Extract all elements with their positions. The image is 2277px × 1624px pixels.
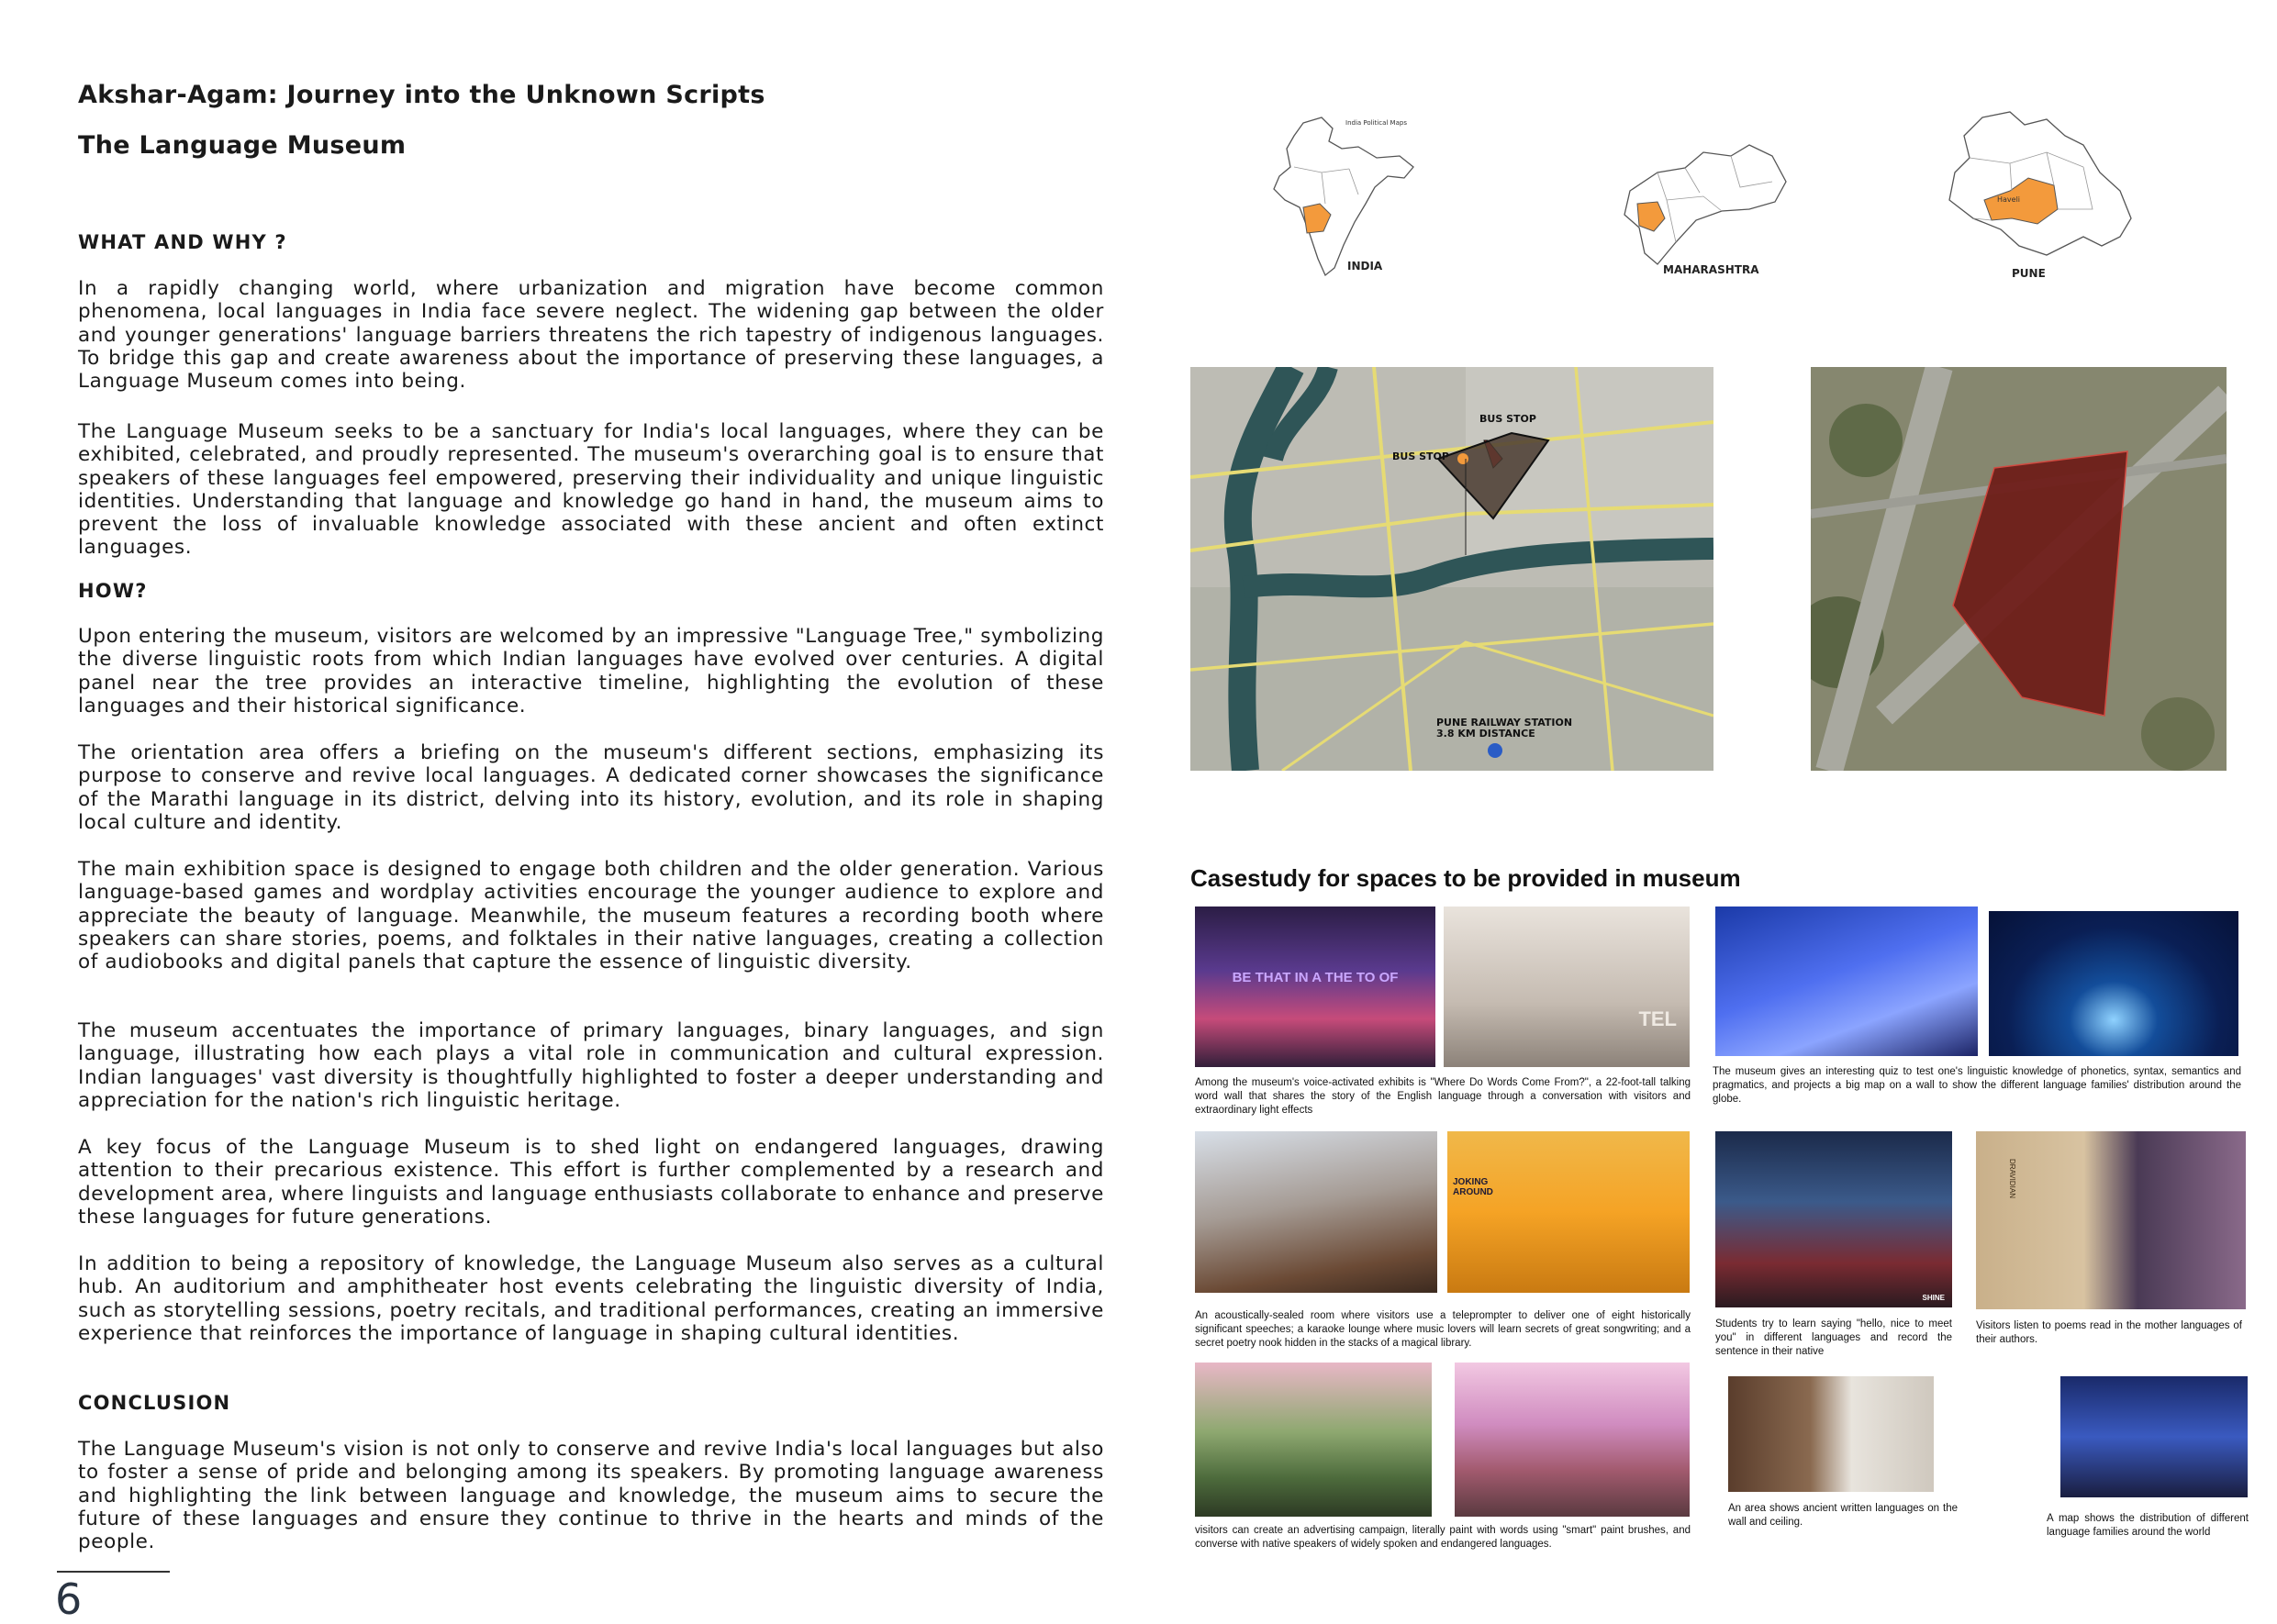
paragraph-1: In a rapidly changing world, where urbanization and migration have become common phenomena, local languages in India face severe neglect. The widening gap between the older and younger generations' language barriers threatens the rich tapestry of indigenous languages. To bridge this gap and create awareness about the importance of preserving these languages, a Language Museum comes into being. <box>78 277 1104 394</box>
railway-station-label: PUNE RAILWAY STATION <box>1436 717 1573 729</box>
casestudy-heading: Casestudy for spaces to be provided in museum <box>1190 864 1741 892</box>
smart-brush-photo <box>1195 1363 1432 1517</box>
pune-label: PUNE <box>2012 267 2046 280</box>
word-wall-photo <box>1195 907 1435 1067</box>
caption-ancient: An area shows ancient written languages on the wall and ceiling. <box>1728 1503 1958 1528</box>
section-heading-conclusion: CONCLUSION <box>78 1392 231 1414</box>
globe-projection-photo <box>1989 911 2238 1056</box>
bus-stop-label-2: BUS STOP <box>1392 450 1449 462</box>
paragraph-8: In addition to being a repository of knowledge, the Language Museum also serves as a cultural hub. An auditorium and amphitheater host events celebrating the linguistic diversity of India, such as storytelling sessions, poetry recitals, and traditional performances, creating an immersive experience that reinforces the importance of language in shaping cultural identities. <box>78 1252 1104 1345</box>
karaoke-lounge-photo <box>1447 1131 1690 1293</box>
india-map-outline <box>1267 112 1423 282</box>
paragraph-7: A key focus of the Language Museum is to shed light on endangered languages, drawing attention to their precarious existence. This effort is further complemented by a research and development area, where linguists and language enthusiasts collaborate to enhance and preserve these languages for future generations. <box>78 1136 1104 1229</box>
page-number: 6 <box>55 1574 83 1624</box>
bus-stop-label-1: BUS STOP <box>1479 413 1536 425</box>
page-subtitle: The Language Museum <box>78 131 407 160</box>
site-closeup-map <box>1811 367 2227 771</box>
paragraph-4: The orientation area offers a briefing on the museum's different sections, emphasizing its purpose to conserve and revive local languages. A dedicated corner showcases the significance of the Marathi language in its district, delving into its history, evolution, and its role in shaping local culture and identity. <box>78 741 1104 834</box>
caption-quiz-map: The museum gives an interesting quiz to test one's linguistic knowledge of phonetics, syntax, semantics and pragmatics, and projects a big map on a wall to show the different language families' distribution around the globe. <box>1713 1066 2241 1105</box>
paint-with-words-photo <box>1455 1363 1690 1517</box>
teleprompter-room-photo <box>1195 1131 1437 1293</box>
caption-teleprompter: An acoustically-sealed room where visitors use a teleprompter to deliver one of eight historically significant speeches; a karaoke lounge where music lovers will learn secrets of great songwriting; and a secret poetry nook hidden in the stacks of a magical library. <box>1195 1310 1691 1349</box>
maharashtra-map-outline <box>1612 136 1795 273</box>
paragraph-3: Upon entering the museum, visitors are welcomed by an impressive "Language Tree," symbolizing the diverse linguistic roots from which Indian languages have evolved over centuries. A digital panel near the tree provides an interactive timeline, highlighting the evolution of these languages and their historical significance. <box>78 625 1104 717</box>
world-map-photo <box>2060 1376 2248 1497</box>
paragraph-5: The main exhibition space is designed to engage both children and the older generation. Various language-based games and wordplay activities encourage the younger audience to explore and appreciate the beauty of language. Meanwhile, the museum features a recording booth where speakers can share stories, poems, and folktales in their native languages, creating a collection of audiobooks and digital panels that capture the essence of linguistic diversity. <box>78 858 1104 974</box>
india-label: INDIA <box>1347 260 1383 273</box>
shine-watermark: SHINE <box>1922 1294 1945 1302</box>
caption-advertising: visitors can create an advertising campaign, literally paint with words using "smart" paint brushes, and converse with native speakers of widely spoken and endangered languages. <box>1195 1525 1691 1550</box>
site-location-map <box>1190 367 1713 771</box>
paragraph-6: The museum accentuates the importance of primary languages, binary languages, and sign language, illustrating how each plays a vital role in communication and cultural expression. Indian languages' vast diversity is thoughtfully highlighted to foster a deeper understanding and appreciation for the nation's rich linguistic heritage. <box>78 1019 1104 1112</box>
blue-hall-photo <box>1715 907 1978 1056</box>
haveli-label: Haveli <box>1997 195 2021 204</box>
students-recording-photo <box>1715 1131 1952 1307</box>
tel-letters: TEL <box>1638 1007 1677 1030</box>
word-wall-text: BE THAT IN A THE TO OF <box>1232 970 1399 985</box>
site-closeup-drawing <box>1811 367 2227 771</box>
dravidian-panel-text: DRAVIDIAN <box>2008 1159 2016 1198</box>
page-number-rule <box>57 1571 170 1573</box>
caption-students: Students try to learn saying "hello, nice to meet you" in different languages and record the sentence in their native <box>1715 1318 1952 1357</box>
caption-word-wall: Among the museum's voice-activated exhibits is "Where Do Words Come From?", a 22-foot-tall talking word wall that shares the story of the English language through a conversation with visitors and extraordinary light effects <box>1195 1077 1691 1116</box>
paragraph-9: The Language Museum's vision is not only to conserve and revive India's local languages but also to foster a sense of pride and belonging among its speakers. By promoting language awareness and highlighting the link between language and knowledge, the museum aims to secure the future of these languages and ensure they continue to thrive in the hearts and minds of the people. <box>78 1438 1104 1554</box>
section-heading-what-why: WHAT AND WHY ? <box>78 231 287 253</box>
caption-poems: Visitors listen to poems read in the mother languages of their authors. <box>1976 1320 2242 1345</box>
maharashtra-label: MAHARASHTRA <box>1663 263 1759 276</box>
poem-listening-photo <box>1976 1131 2246 1309</box>
pune-map-outline <box>1937 108 2138 273</box>
white-wall-photo <box>1444 907 1690 1067</box>
paragraph-2: The Language Museum seeks to be a sanctuary for India's local languages, where they can be exhibited, celebrated, and proudly represented. The museum's overarching goal is to ensure that speakers of these languages feel empowered, preserving their individuality and unique linguistic identities. Understanding that language and knowledge go hand in hand, the museum aims to prevent the loss of invaluable knowledge associated with these ancient and often extinct languages. <box>78 420 1104 560</box>
site-map-drawing <box>1190 367 1713 771</box>
distance-label: 3.8 KM DISTANCE <box>1436 728 1535 740</box>
india-map-title: India Political Maps <box>1345 119 1407 127</box>
page-title: Akshar-Agam: Journey into the Unknown Scripts <box>78 81 765 109</box>
section-heading-how: HOW? <box>78 580 148 602</box>
joking-around-sign: JOKING AROUND <box>1453 1177 1493 1197</box>
caption-world-map: A map shows the distribution of different language families around the world <box>2047 1513 2249 1538</box>
ancient-languages-photo <box>1728 1376 1934 1492</box>
